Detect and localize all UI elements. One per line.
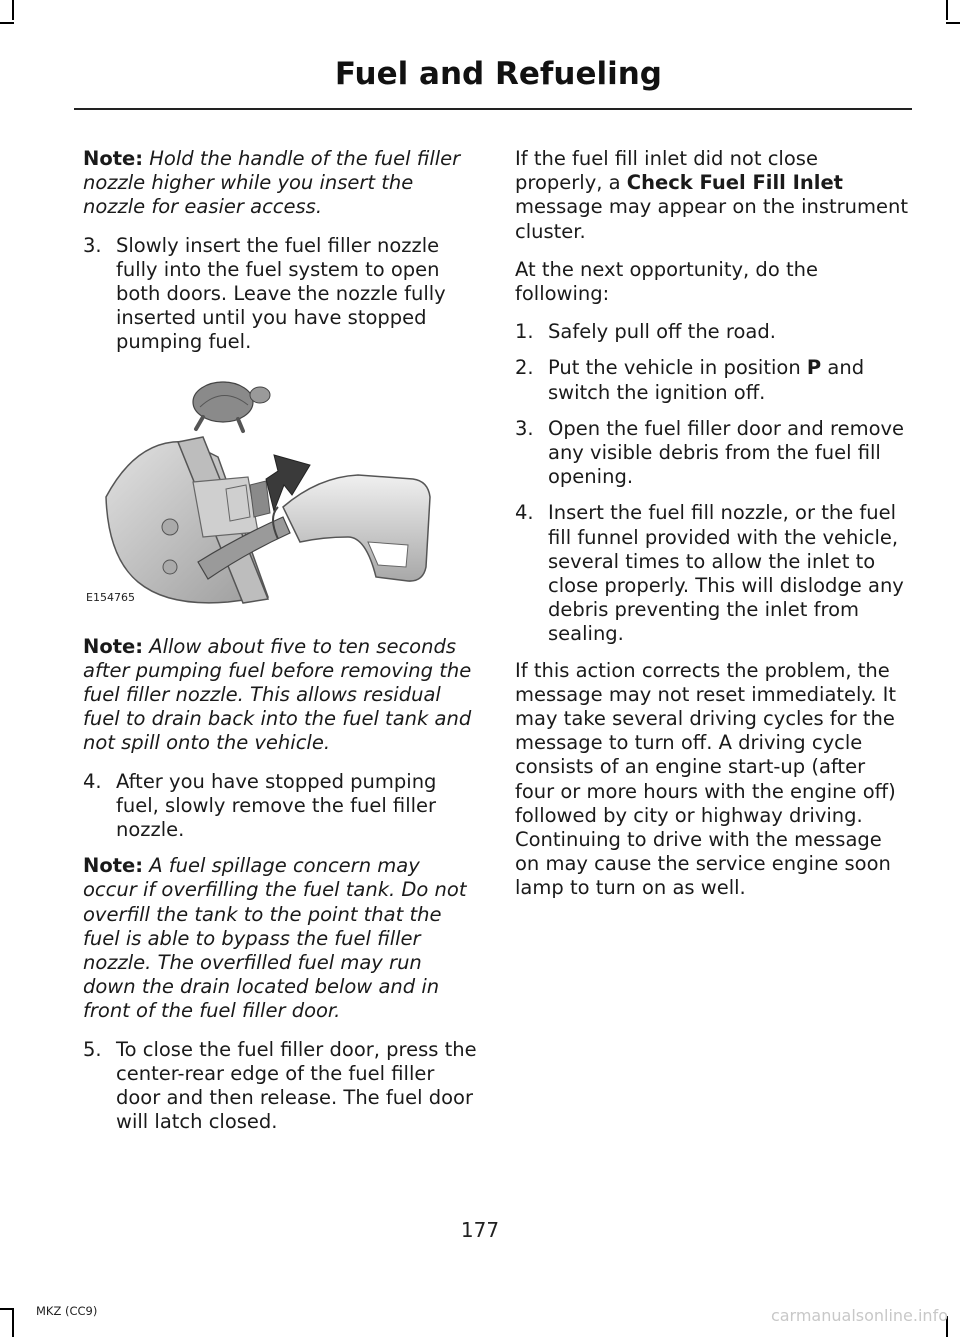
- turtle-icon: [193, 382, 270, 431]
- list-text: To close the fuel filler door, press the center-rear edge of the fuel filler door and then release. The fuel door will latch closed.: [116, 1037, 477, 1134]
- intro-paragraph: [515, 147, 910, 244]
- list-text: After you have stopped pumping fuel, slowly remove the fuel filler nozzle.: [116, 769, 437, 842]
- list-number: 4.: [83, 769, 102, 793]
- note-label: Note:: [83, 634, 144, 658]
- list-text: Slowly insert the fuel filler nozzle fully into the fuel system to open both doors. Leave the nozzle fully inserted until you have stopped pumping fuel.: [116, 233, 446, 354]
- intro-text: If the fuel fill inlet did not close properly, a: [515, 147, 818, 195]
- list-number: 3.: [515, 416, 534, 440]
- list-item: [515, 417, 910, 490]
- list-text: [548, 356, 910, 404]
- list-text-part: Put the vehicle in position: [548, 356, 807, 380]
- list-text: Insert the fuel fill nozzle, or the fuel fill funnel provided with the vehicle, several times to allow the inlet to close properly. This will dislodge any debris preventing the inlet from sealing.: [548, 501, 904, 646]
- model-code: MKZ (CC9): [36, 1304, 98, 1318]
- right-column: [515, 147, 910, 915]
- intro-text: message may appear on the instrument cluster.: [515, 195, 909, 243]
- list-item: [515, 501, 910, 646]
- note-label: Note:: [83, 854, 144, 878]
- crop-mark: [12, 0, 14, 20]
- crop-mark: [0, 1308, 14, 1310]
- note-spillage: [83, 854, 478, 1023]
- note-text: Hold the handle of the fuel filler nozzle higher while you insert the nozzle for easier access.: [83, 147, 461, 219]
- crop-mark: [0, 22, 14, 24]
- list-item: [83, 1038, 478, 1135]
- fuel-nozzle-illustration: [78, 367, 468, 617]
- message-name: Check Fuel Fill Inlet: [626, 171, 843, 195]
- note-nozzle-handle: [83, 147, 478, 220]
- lead-paragraph: At the next opportunity, do the following:: [515, 257, 818, 306]
- crop-mark: [946, 0, 948, 20]
- watermark: carmanualsonline.info: [770, 1306, 948, 1325]
- list-item: [83, 770, 478, 843]
- list-number: 2.: [515, 356, 534, 380]
- left-column: [83, 147, 478, 1146]
- list-text: Safely pull off the road.: [548, 320, 776, 344]
- closing-paragraph: If this action corrects the problem, the message may not reset immediately. It may take several driving cycles for the message to turn off. A driving cycle consists of an engine start-up (after four or more hours with the engine off) followed by city or highway driving. Continuing to drive with the message on may cause the service engine soon lamp to turn on as well.: [515, 658, 897, 900]
- note-label: Note:: [83, 147, 144, 170]
- list-number: 1.: [515, 320, 534, 344]
- list-number: 3.: [83, 233, 102, 257]
- list-item: [515, 356, 910, 404]
- fuel-nozzle-figure: [78, 367, 468, 617]
- filler-neck-icon: [106, 437, 268, 603]
- gear-position: P: [806, 356, 822, 380]
- crop-mark: [946, 22, 960, 24]
- page-number: 177: [460, 1218, 500, 1242]
- note-text: Allow about five to ten seconds after pumping fuel before removing the fuel filler nozzle. This allows residual fuel to drain back into the fuel tank and not spill onto the vehicle.: [83, 634, 472, 755]
- header-divider: [74, 108, 912, 110]
- list-number: 5.: [83, 1037, 102, 1061]
- list-item: [83, 234, 478, 355]
- list-text: Open the fuel filler door and remove any visible debris from the fuel fill opening.: [548, 416, 905, 489]
- list-number: 4.: [515, 501, 534, 525]
- list-item: [515, 320, 910, 344]
- figure-id: E154765: [86, 591, 135, 605]
- crop-mark: [12, 1310, 14, 1337]
- note-text: A fuel spillage concern may occur if overfilling the fuel tank. Do not overfill the tank to the point that the fuel is able to bypass the fuel filler nozzle. The overfilled fuel may run down the drain located below and in front of the fuel filler door.: [83, 854, 467, 1023]
- page-title: Fuel and Refueling: [334, 56, 662, 92]
- list-text-part: and switch the ignition off.: [548, 356, 865, 404]
- note-drain-time: [83, 635, 478, 756]
